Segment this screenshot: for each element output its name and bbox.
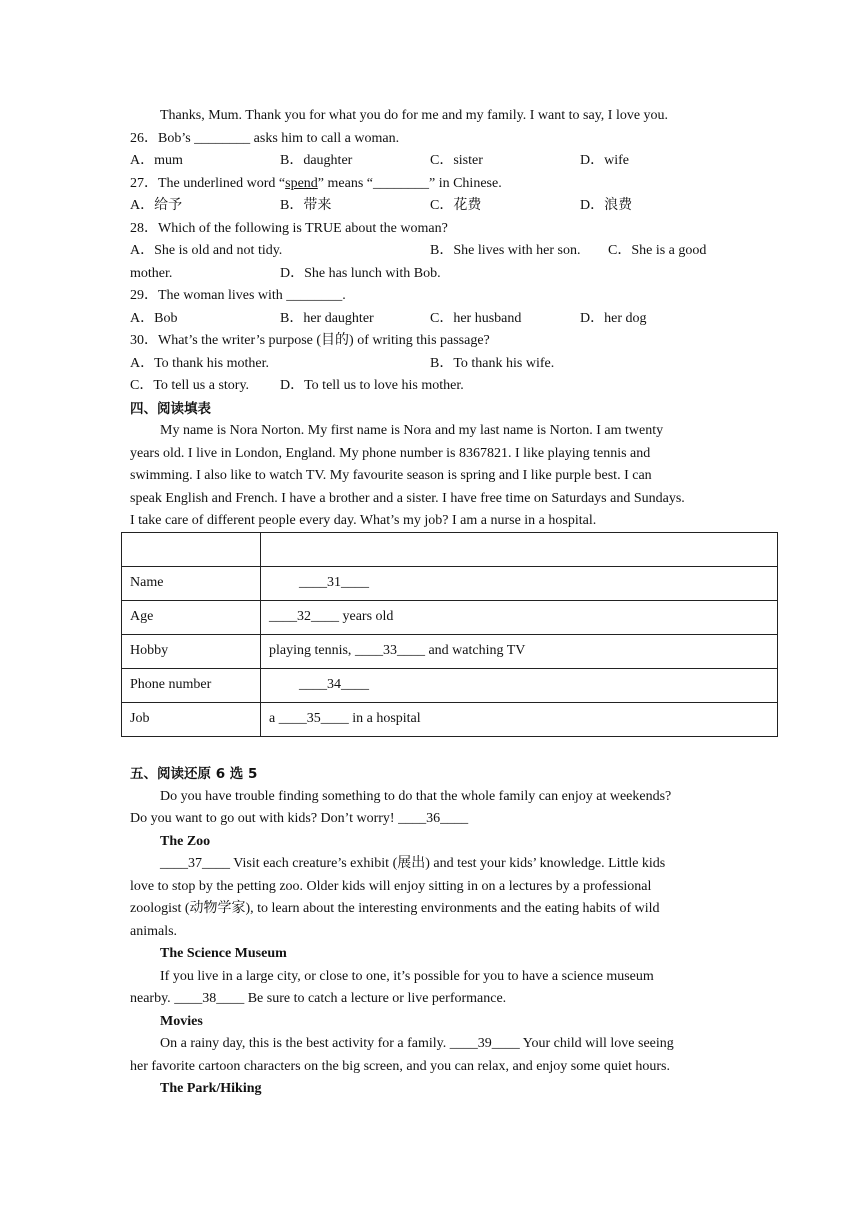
blank-38[interactable]: ____38____ (174, 991, 245, 1006)
option-c-continued: mother. (130, 265, 173, 281)
subheading-zoo: The Zoo (160, 833, 211, 849)
options-30-line2 (130, 375, 780, 398)
row-value (261, 567, 778, 601)
table-row (122, 567, 778, 601)
table-header-cell (122, 533, 261, 567)
section-four-heading: 四、阅读填表 (130, 400, 211, 417)
options-30-line1 (130, 353, 780, 376)
table-row (122, 601, 778, 635)
table-header-cell (261, 533, 778, 567)
underlined-word: spend (285, 175, 318, 191)
row-value: ____32____ years old (261, 601, 778, 635)
option-a[interactable]: A．给予 (130, 198, 183, 213)
passage-line: I take care of different people every day. What’s my job? I am a nurse in a hospital. (130, 513, 597, 528)
options-28-line2 (130, 263, 780, 286)
option-b[interactable]: B．her daughter (280, 310, 374, 326)
option-d[interactable]: D．To tell us to love his mother. (280, 378, 464, 393)
blank-31[interactable]: ____31____ (299, 575, 369, 591)
question-27: 27．The underlined word “spend” means “________” in Chinese. (130, 175, 502, 191)
reading-section-three-questions (130, 105, 780, 533)
section-five (130, 763, 780, 1101)
row-value (261, 669, 778, 703)
subheading-park-hiking: The Park/Hiking (160, 1081, 262, 1096)
options-26 (130, 150, 780, 173)
row-label: Age (122, 601, 261, 635)
subheading-science-museum: The Science Museum (160, 946, 287, 961)
question-28: 28．Which of the following is TRUE about the woman? (130, 220, 448, 236)
museum-line: nearby. ____38____ Be sure to catch a lecture or live performance. (130, 991, 507, 1006)
option-d[interactable]: D．wife (580, 153, 629, 168)
row-value: playing tennis, ____33____ and watching TV (261, 635, 778, 669)
blank-36[interactable]: ____36____ (398, 811, 469, 826)
option-b[interactable]: B．To thank his wife. (430, 355, 555, 371)
passage-line: swimming. I also like to watch TV. My favourite season is spring and I like purple best. I can (130, 468, 652, 483)
option-d[interactable]: D．浪费 (580, 198, 633, 213)
option-c[interactable]: C．She is a good (608, 243, 707, 258)
zoo-line: ____37____ Visit each creature’s exhibit (展出) and test your kids’ knowledge. Little kids (160, 856, 666, 871)
intro-line: Do you want to go out with kids? Don’t worry! ____36____ (130, 811, 469, 826)
row-label: Phone number (122, 669, 261, 703)
blank-39[interactable]: ____39____ (449, 1036, 520, 1051)
option-c[interactable]: C．花费 (430, 198, 482, 213)
question-30: 30．What’s the writer’s purpose (目的) of writing this passage? (130, 333, 490, 348)
intro-line: Do you have trouble finding something to do that the whole family can enjoy at weekends? (160, 788, 672, 804)
passage-line: My name is Nora Norton. My first name is Nora and my last name is Norton. I am twenty (160, 423, 664, 438)
zoo-line: love to stop by the petting zoo. Older kids will enjoy sitting in on a lectures by a professional (130, 878, 652, 894)
passage-line: speak English and French. I have a brother and a sister. I have free time on Saturdays and Sundays. (130, 490, 685, 506)
option-c[interactable]: C．To tell us a story. (130, 378, 250, 393)
options-29 (130, 308, 780, 331)
table-header-row (122, 533, 778, 567)
option-b[interactable]: B．She lives with her son. (430, 243, 581, 258)
question-26: 26．Bob’s ________ asks him to call a woman. (130, 130, 400, 146)
option-a[interactable]: A．She is old and not tidy. (130, 243, 283, 258)
option-b[interactable]: B．带来 (280, 198, 332, 213)
blank-35[interactable]: ____35____ (278, 711, 349, 727)
option-d[interactable]: D．She has lunch with Bob. (280, 265, 441, 281)
info-fill-table (121, 532, 778, 737)
blank-37[interactable]: ____37____ (160, 856, 230, 871)
subheading-movies: Movies (160, 1013, 203, 1029)
row-label: Hobby (122, 635, 261, 669)
table-row (122, 635, 778, 669)
row-label: Name (122, 567, 261, 601)
question-29: 29．The woman lives with ________. (130, 288, 346, 303)
options-28-line1 (130, 240, 780, 263)
table-row (122, 703, 778, 737)
option-b[interactable]: B．daughter (280, 153, 353, 168)
section-five-heading: 五、阅读还原 6 选 5 (130, 766, 258, 782)
option-a[interactable]: A．mum (130, 153, 183, 168)
row-label: Job (122, 703, 261, 737)
movies-line: her favorite cartoon characters on the big screen, and you can relax, and enjoy some quiet hours. (130, 1058, 670, 1074)
row-value: a ____35____ in a hospital (261, 703, 778, 737)
blank-33[interactable]: ____33____ (354, 643, 425, 659)
zoo-line: zoologist (动物学家), to learn about the interesting environments and the eating habits of wild (130, 901, 660, 916)
zoo-line: animals. (130, 923, 178, 939)
options-27 (130, 195, 780, 218)
closing-line: Thanks, Mum. Thank you for what you do for me and my family. I want to say, I love you. (160, 108, 669, 123)
museum-line: If you live in a large city, or close to one, it’s possible for you to have a science museum (160, 968, 654, 984)
table-row (122, 669, 778, 703)
option-c[interactable]: C．sister (430, 153, 483, 168)
passage-line: years old. I live in London, England. My phone number is 8367821. I like playing tennis and (130, 445, 651, 461)
blank-34[interactable]: ____34____ (299, 677, 369, 693)
option-d[interactable]: D．her dog (580, 310, 647, 326)
option-a[interactable]: A．Bob (130, 310, 178, 326)
option-a[interactable]: A．To thank his mother. (130, 355, 270, 371)
movies-line: On a rainy day, this is the best activity for a family. ____39____ Your child will love seeing (160, 1036, 674, 1051)
blank-32[interactable]: ____32____ (269, 609, 339, 625)
option-c[interactable]: C．her husband (430, 310, 522, 326)
